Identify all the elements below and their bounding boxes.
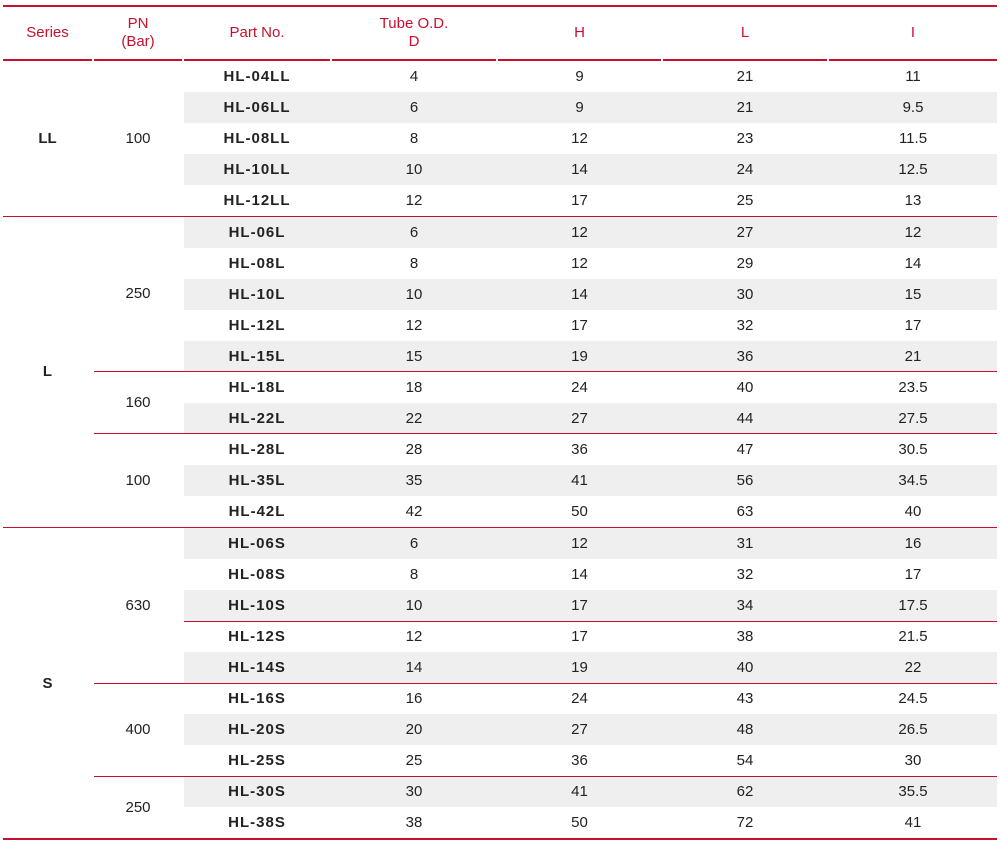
series-s [3,527,92,839]
cell-part: HL-06L [228,223,286,241]
cell-i: 14 [904,254,922,272]
header-part [184,5,330,61]
cell-l: 31 [736,534,754,552]
cell-i: 12 [904,223,922,241]
cell-i: 22 [904,658,922,676]
cell-h: 17 [571,627,588,645]
cell-h: 19 [571,658,588,676]
cell-i: 26.5 [898,721,928,739]
cell-i: 35.5 [898,783,928,801]
spec-table [3,5,997,841]
cell-part: HL-10L [228,285,286,303]
cell-l: 21 [736,99,754,117]
cell-l: 38 [736,627,754,645]
cell-i: 21.5 [898,627,928,645]
cell-d: 30 [405,783,423,801]
cell-d: 8 [409,565,419,583]
cell-part: HL-08LL [223,130,291,148]
cell-l: 32 [736,316,754,334]
cell-i: 17 [904,316,922,334]
cell-d: 12 [405,627,423,645]
series-ll [3,61,92,216]
cell-part: HL-28L [228,441,286,459]
cell-d: 42 [405,503,423,521]
cell-l: 56 [736,472,754,490]
cell-l: 24 [736,161,754,179]
pn-label: 250 [125,285,151,302]
cell-part: HL-18L [228,379,286,396]
cell-l: 62 [736,783,754,801]
header-pn-line2: (Bar) [121,33,155,50]
cell-d: 10 [405,596,423,614]
cell-i: 16 [904,534,922,552]
cell-part: HL-10LL [223,161,291,179]
series-l [3,216,92,527]
cell-part: HL-12L [228,316,286,334]
cell-h: 36 [571,752,588,770]
cell-h: 41 [571,472,588,490]
cell-i: 15 [904,285,922,303]
cell-i: 40 [904,503,922,521]
cell-d: 8 [409,130,419,148]
cell-part: HL-12S [228,627,286,645]
header-tube-line1: Tube O.D. [379,15,449,32]
cell-h: 12 [571,254,588,272]
pn-l-250 [94,216,182,371]
series-divider [3,527,997,528]
cell-h: 50 [571,503,588,521]
header-h [498,5,661,61]
cell-h: 24 [571,379,588,396]
cell-l: 30 [736,285,754,303]
cell-part: HL-30S [228,783,286,801]
cell-h: 17 [571,192,588,210]
cell-d: 4 [409,68,419,85]
cell-l: 44 [736,410,754,428]
cell-i: 12.5 [898,161,928,179]
header-i [829,5,997,61]
cell-h: 17 [571,596,588,614]
cell-part: HL-08S [228,565,286,583]
cell-l: 34 [736,596,754,614]
cell-part: HL-16S [228,690,286,707]
cell-l: 54 [736,752,754,770]
cell-d: 6 [409,534,419,552]
cell-i: 30.5 [898,441,928,459]
header-series [3,5,92,61]
cell-i: 23.5 [898,379,928,396]
cell-d: 14 [405,658,423,676]
cell-h: 36 [571,441,588,459]
cell-l: 47 [736,441,754,459]
cell-i: 21 [904,347,922,365]
cell-h: 17 [571,316,588,334]
subgroup-divider [184,621,997,622]
cell-part: HL-06LL [223,99,291,117]
header-pn-line1: PN [127,15,149,32]
cell-d: 22 [405,410,423,428]
pn-divider [94,683,997,684]
cell-part: HL-22L [228,410,286,428]
cell-h: 12 [571,130,588,148]
cell-part: HL-06S [228,534,286,552]
cell-d: 35 [405,472,423,490]
pn-divider [94,371,997,372]
cell-part: HL-04LL [223,68,291,85]
cell-i: 41 [904,814,922,832]
cell-l: 40 [736,658,754,676]
pn-s-400 [94,683,182,776]
cell-i: 11 [905,68,921,85]
cell-l: 63 [736,503,754,521]
cell-d: 12 [405,192,423,210]
pn-label: 100 [125,130,151,147]
cell-i: 17 [904,565,922,583]
cell-i: 9.5 [902,99,924,117]
cell-d: 8 [409,254,419,272]
cell-part: HL-38S [228,814,286,832]
cell-h: 14 [571,285,588,303]
cell-l: 23 [736,130,754,148]
cell-d: 16 [405,690,423,707]
header-l-label: L [740,24,750,41]
header-part-label: Part No. [229,24,285,41]
cell-h: 14 [571,161,588,179]
cell-h: 9 [575,68,584,85]
pn-label: 100 [125,471,151,489]
pn-s-250 [94,776,182,839]
pn-label: 630 [125,596,151,614]
header-tube [332,5,496,61]
pn-ll-100 [94,61,182,216]
series-l-label: L [42,363,53,380]
cell-part: HL-20S [228,721,286,739]
cell-l: 72 [736,814,754,832]
cell-part: HL-15L [228,347,286,365]
cell-i: 34.5 [898,472,928,490]
cell-d: 18 [405,379,423,396]
cell-part: HL-10S [228,596,286,614]
cell-h: 12 [571,534,588,552]
cell-l: 21 [736,68,754,85]
cell-d: 28 [405,441,423,459]
cell-h: 14 [571,565,588,583]
cell-d: 6 [409,99,419,117]
cell-h: 27 [571,410,588,428]
pn-label: 250 [125,799,151,816]
cell-d: 25 [405,752,423,770]
cell-part: HL-14S [228,658,286,676]
cell-i: 17.5 [898,596,928,614]
cell-d: 15 [405,347,423,365]
cell-l: 43 [736,690,754,707]
cell-i: 13 [904,192,922,210]
pn-label: 400 [125,721,151,738]
cell-l: 36 [736,347,754,365]
cell-l: 27 [736,223,754,241]
cell-i: 30 [904,752,922,770]
cell-l: 32 [736,565,754,583]
cell-h: 50 [571,814,588,832]
cell-l: 29 [736,254,754,272]
pn-label: 160 [125,393,151,411]
pn-l-160 [94,371,182,433]
cell-d: 12 [405,316,423,334]
cell-i: 24.5 [898,690,928,707]
cell-d: 20 [405,721,423,739]
table-bottom-border [3,838,997,840]
cell-d: 10 [405,285,423,303]
header-h-label: H [574,24,585,41]
pn-divider [94,433,997,434]
cell-i: 11.5 [898,130,928,148]
header-i-label: I [910,24,916,41]
series-divider [3,216,997,217]
header-tube-line2: D [408,33,420,50]
header-l [663,5,827,61]
cell-d: 10 [405,161,423,179]
cell-part: HL-35L [228,472,286,490]
cell-l: 25 [736,192,754,210]
cell-part: HL-08L [228,254,286,272]
cell-h: 12 [571,223,588,241]
pn-l-100 [94,433,182,527]
cell-l: 40 [736,379,754,396]
series-s-label: S [42,674,53,692]
cell-i: 27.5 [898,410,928,428]
pn-s-630 [94,527,182,683]
cell-part: HL-42L [228,503,286,521]
pn-divider [94,776,997,777]
cell-h: 41 [571,783,588,801]
cell-part: HL-25S [228,752,286,770]
cell-h: 24 [571,690,588,707]
cell-d: 6 [409,223,419,241]
cell-part: HL-12LL [223,192,291,210]
cell-h: 27 [571,721,588,739]
cell-d: 38 [405,814,423,832]
cell-l: 48 [736,721,754,739]
header-series-label: Series [26,24,69,41]
cell-h: 19 [571,347,588,365]
header-pn [94,5,182,61]
cell-h: 9 [575,99,584,117]
series-ll-label: LL [38,130,57,147]
